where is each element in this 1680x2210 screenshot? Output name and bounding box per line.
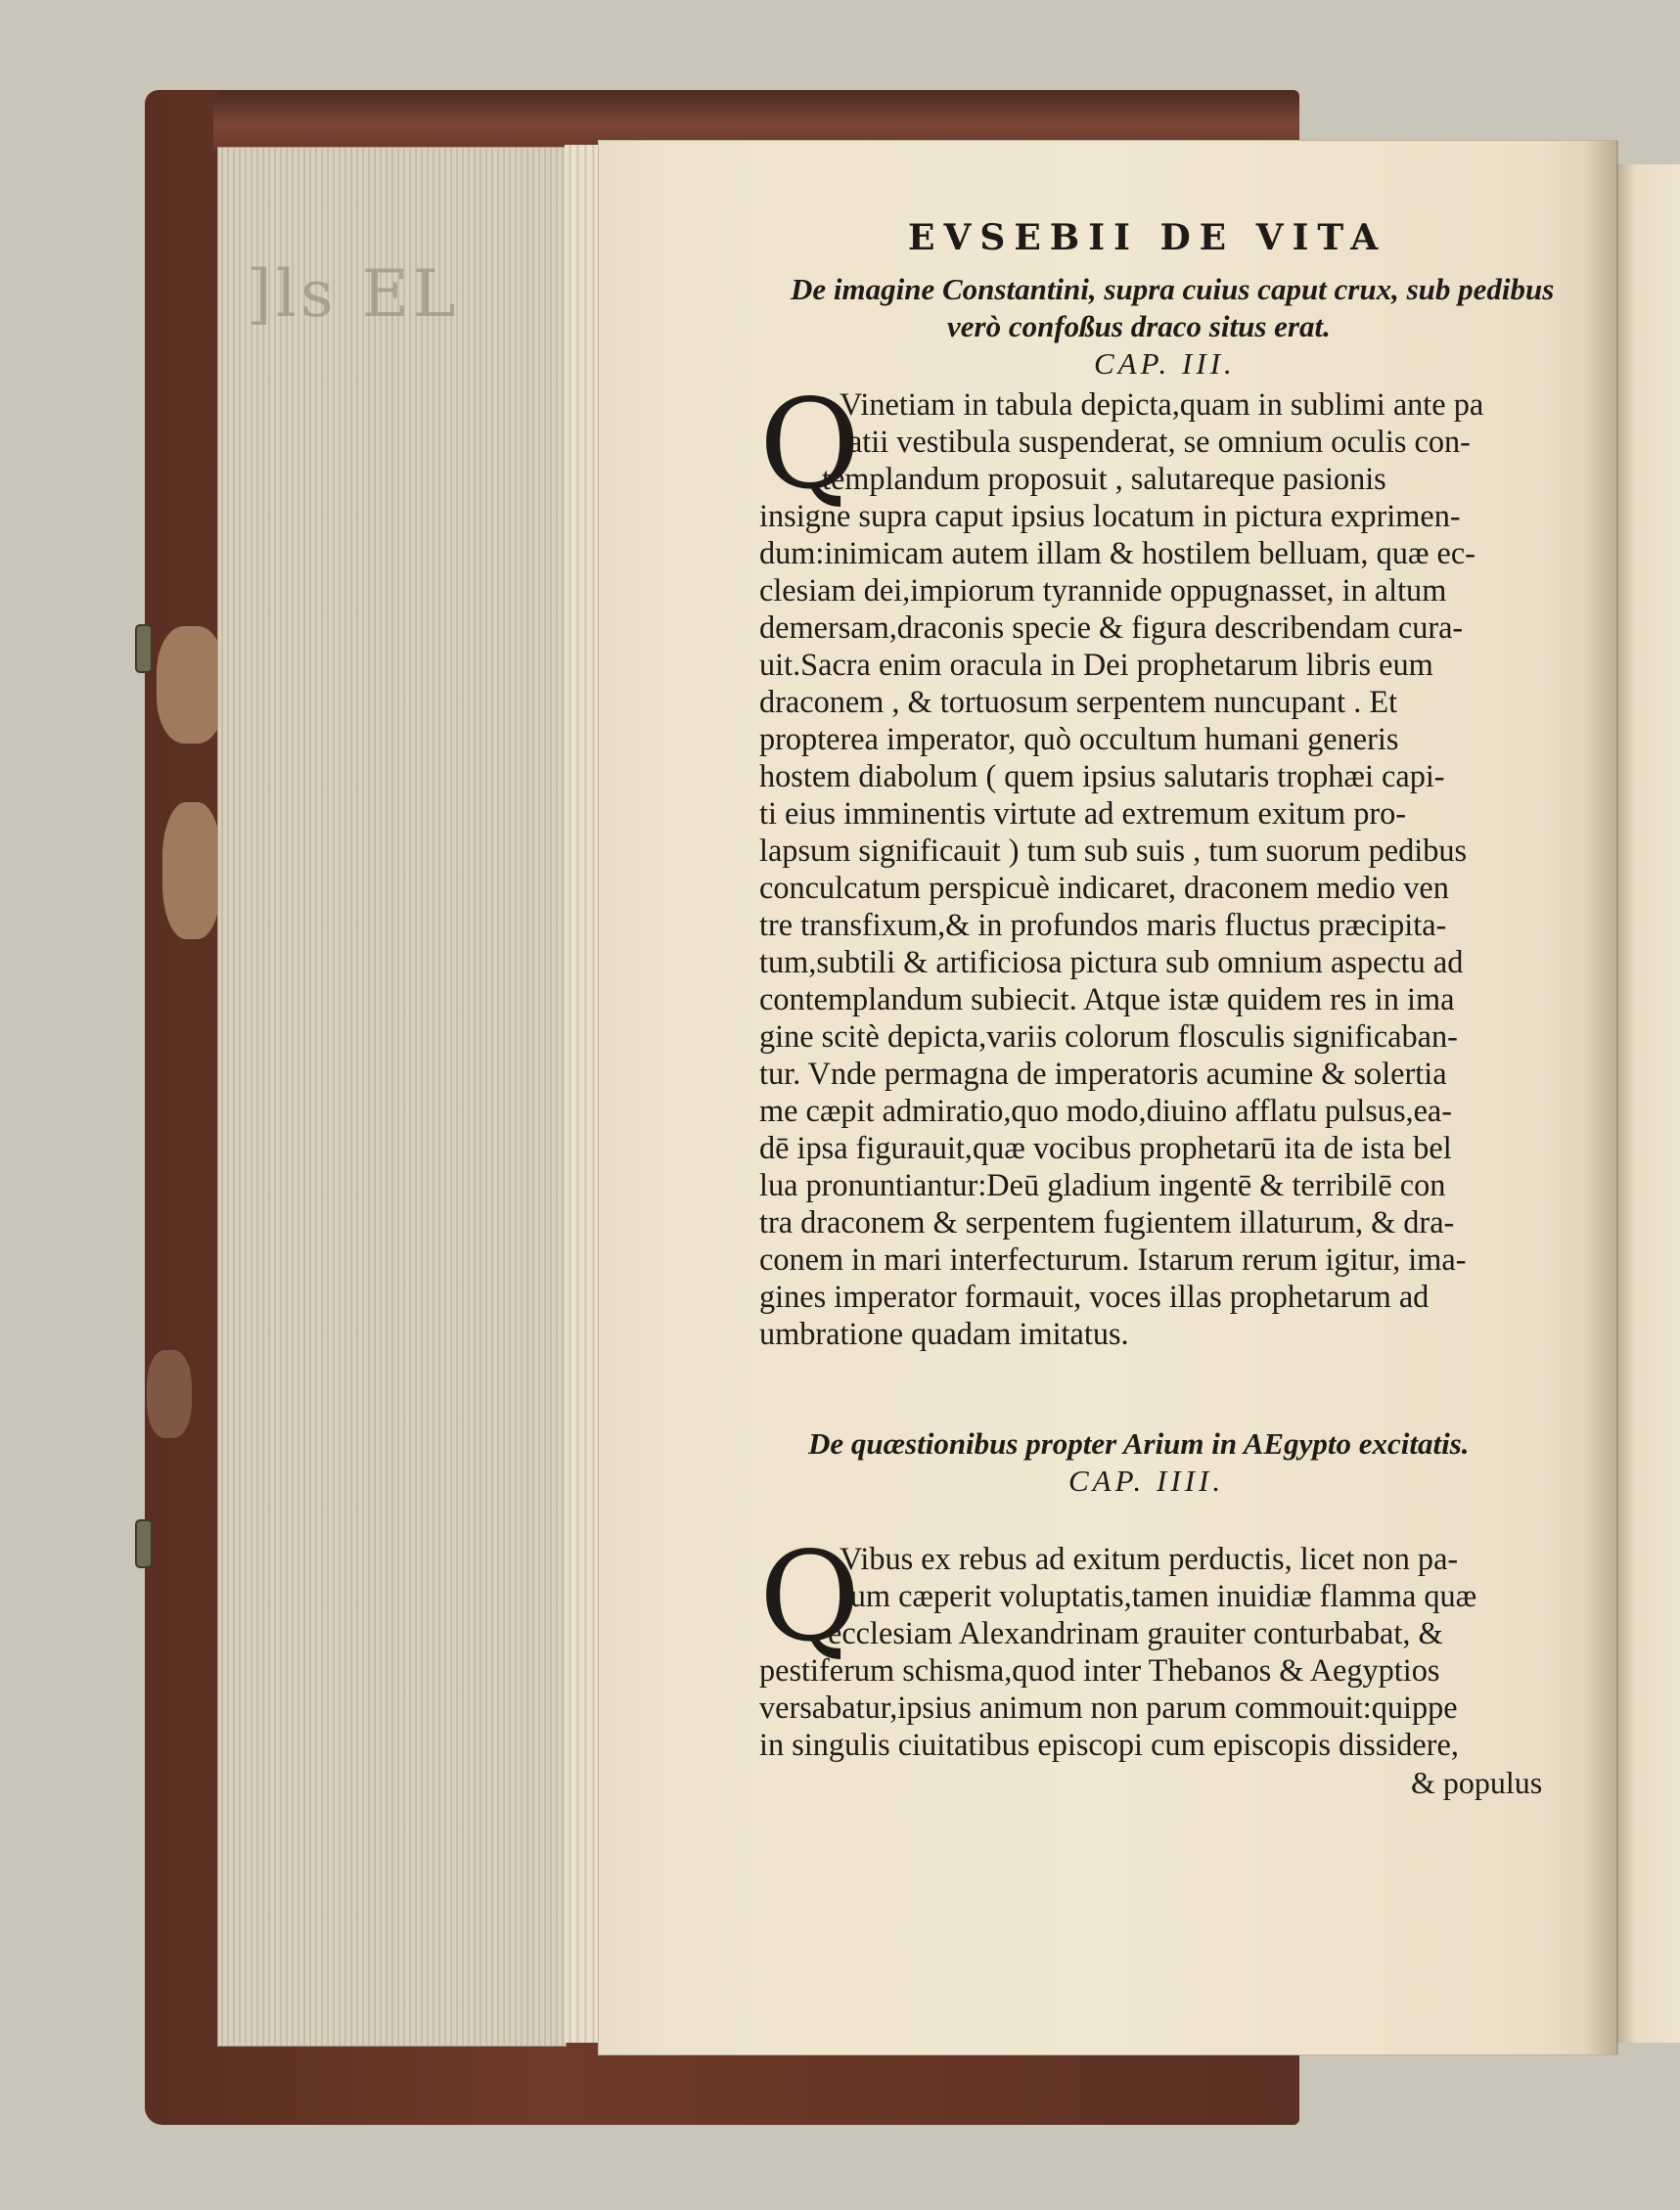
clasp-top: [137, 626, 151, 671]
text-line: templandum proposuit , salutareque pasionis: [822, 461, 1386, 496]
text-line: tre transfixum,& in profundos maris fluctus præcipita-: [759, 907, 1447, 942]
text-line: me cæpit admiratio,quo modo,diuino afflatu pulsus,ea-: [759, 1093, 1453, 1128]
text-line: demersam,draconis specie & figura describendam cura-: [759, 609, 1464, 645]
text-line: hostem diabolum ( quem ipsius salutaris trophæi capi-: [759, 758, 1445, 793]
edge-lettering: ]ls EL: [247, 256, 460, 332]
cover-wear: [162, 802, 221, 939]
next-page-edge: [1616, 164, 1680, 2043]
chapter-3-dropcap: Q: [759, 373, 861, 517]
text-line: conculcatum perspicuè indicaret, draconem medio ven: [759, 870, 1449, 905]
chapter-3-title-line-1: De imagine Constantini, supra cuius caput crux, sub pedibus: [791, 272, 1555, 306]
text-line: draconem , & tortuosum serpentem nuncupant . Et: [759, 684, 1398, 719]
text-line: in singulis ciuitatibus episcopi cum episcopis dissidere,: [759, 1727, 1459, 1762]
text-line: umbratione quadam imitatus.: [759, 1316, 1129, 1351]
text-line: uit.Sacra enim oracula in Dei prophetarum libris eum: [759, 647, 1433, 682]
catchword: & populus: [1411, 1765, 1543, 1800]
cover-top-edge: [213, 90, 1299, 149]
text-line: Vibus ex rebus ad exitum perductis, licet non pa-: [840, 1541, 1459, 1576]
text-line: latii vestibula suspenderat, se omnium oculis con-: [840, 424, 1471, 459]
page-edges: [217, 147, 567, 2047]
text-line: Vinetiam in tabula depicta,quam in sublimi ante pa: [840, 386, 1484, 422]
text-line: versabatur,ipsius animum non parum commouit:quippe: [759, 1690, 1458, 1725]
text-line: ecclesiam Alexandrinam grauiter conturbabat, &: [828, 1615, 1443, 1650]
text-line: tur. Vnde permagna de imperatoris acumine & solertia: [759, 1056, 1447, 1091]
text-line: gines imperator formauit, voces illas prophetarum ad: [759, 1279, 1430, 1314]
clasp-bottom: [137, 1521, 151, 1566]
text-line: dum:inimicam autem illam & hostilem belluam, quæ ec-: [759, 535, 1476, 570]
text-line: ti eius imminentis virtute ad extremum exitum pro-: [759, 795, 1407, 831]
text-line: tum,subtili & artificiosa pictura sub omnium aspectu ad: [759, 944, 1464, 979]
text-line: rum cæperit voluptatis,tamen inuidiæ flamma quæ: [840, 1578, 1477, 1613]
gutter-shadow: [1585, 141, 1618, 2054]
cover-wear: [157, 626, 225, 744]
text-line: propterea imperator, quò occultum humani generis: [759, 721, 1399, 756]
text-line: clesiam dei,impiorum tyrannide oppugnasset, in altum: [759, 572, 1447, 608]
chapter-4-number: CAP. IIII.: [1068, 1464, 1225, 1498]
chapter-3-title-line-2: verò confoßus draco situs erat.: [947, 309, 1331, 343]
text-line: conem in mari interfecturum. Istarum rerum igitur, ima-: [759, 1241, 1467, 1277]
text-line: tra draconem & serpentem fugientem illaturum, & dra-: [759, 1204, 1455, 1240]
cover-wear: [147, 1350, 192, 1438]
chapter-3-number: CAP. III.: [1094, 346, 1236, 381]
text-line: lua pronuntiantur:Deū gladium ingentē & terribilē con: [759, 1167, 1446, 1202]
chapter-4-dropcap: Q: [759, 1525, 861, 1669]
running-head: EVSEBII DE VITA: [908, 217, 1387, 258]
text-line: insigne supra caput ipsius locatum in pictura exprimen-: [759, 498, 1461, 533]
page-stack: [565, 145, 604, 2043]
text-line: contemplandum subiecit. Atque istæ quidem res in ima: [759, 981, 1455, 1016]
text-line: gine scitè depicta,variis colorum flosculis significaban-: [759, 1018, 1458, 1054]
text-line: pestiferum schisma,quod inter Thebanos & Aegyptios: [759, 1652, 1440, 1688]
chapter-4-title: De quæstionibus propter Arium in AEgypto excitatis.: [808, 1426, 1470, 1461]
text-line: lapsum significauit ) tum sub suis , tum suorum pedibus: [759, 833, 1468, 868]
text-line: dē ipsa figurauit,quæ vocibus prophetarū ita de ista bel: [759, 1130, 1452, 1165]
